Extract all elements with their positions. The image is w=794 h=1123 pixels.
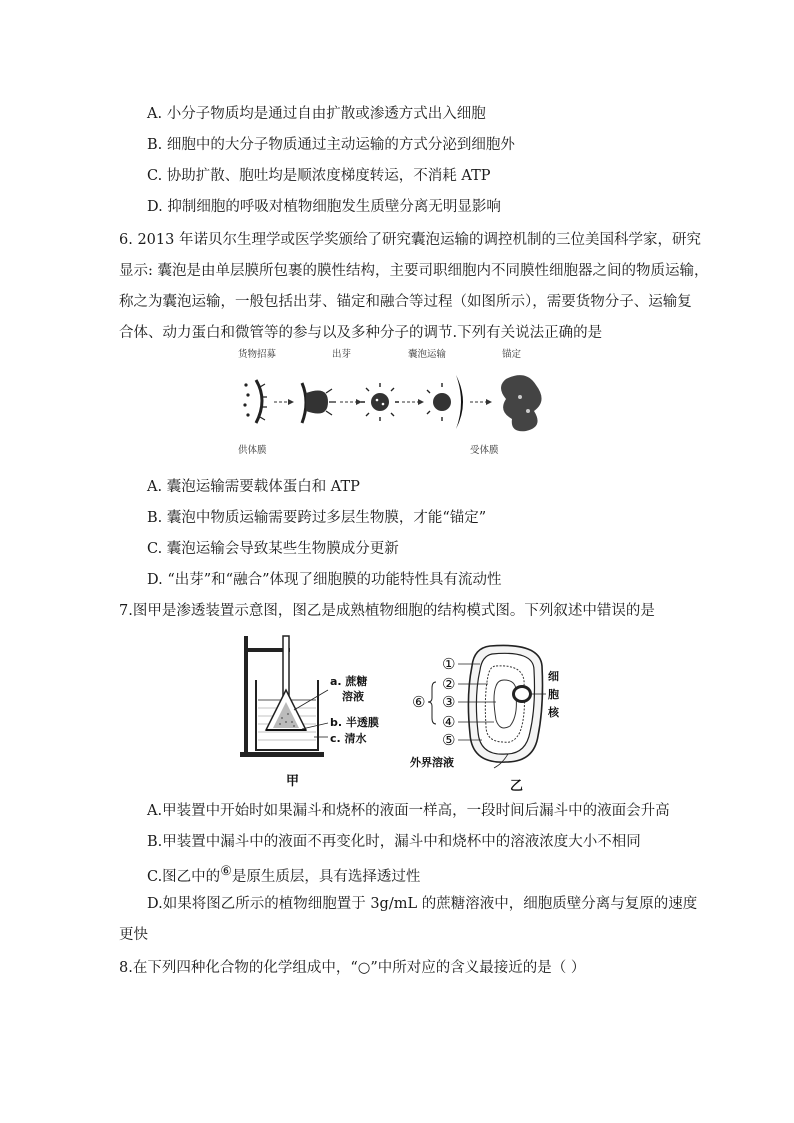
num-5: ⑤	[442, 731, 456, 749]
stage-vesicle	[361, 383, 399, 421]
q7-option-c-prefix: C.图乙中的	[147, 868, 221, 885]
label-solution: 溶液	[342, 690, 364, 703]
num-4: ④	[442, 713, 456, 731]
label-b-membrane: b. 半透膜	[330, 716, 379, 729]
q5-option-a: A. 小分子物质均是通过自由扩散或渗透方式出入细胞	[147, 106, 486, 122]
label-outer-solution: 外界溶液	[410, 756, 454, 769]
q6-option-d: D. “出芽”和“融合”体现了细胞膜的功能特性具有流动性	[147, 572, 502, 588]
label-nucleus-3: 核	[548, 706, 559, 719]
q6-option-b: B. 囊泡中物质运输需要跨过多层生物膜，才能“锚定”	[147, 510, 487, 526]
q5-option-b: B. 细胞中的大分子物质通过主动运输的方式分泌到细胞外	[147, 137, 515, 153]
label-a-sucrose: a. 蔗糖	[330, 675, 368, 688]
label-donor-membrane: 供体膜	[238, 445, 267, 456]
osmosis-apparatus-figure	[236, 630, 416, 790]
label-c-water: c. 清水	[330, 732, 367, 745]
q7-option-c-suffix: 是原生质层，具有选择透过性	[231, 868, 421, 885]
label-nucleus-1: 细	[548, 670, 559, 683]
stage-fusion	[501, 375, 542, 431]
q6-stem-line-3: 称之为囊泡运输，一般包括出芽、锚定和融合等过程（如图所示），需要货物分子、运输复	[119, 294, 692, 310]
stage-budding	[302, 383, 336, 423]
q5-option-d: D. 抑制细胞的呼吸对植物细胞发生质壁分离无明显影响	[147, 199, 501, 215]
num-3: ③	[442, 693, 456, 711]
label-acceptor-membrane: 受体膜	[470, 445, 499, 456]
label-vesicle-transport: 囊泡运输	[408, 349, 447, 360]
q7-option-c	[147, 862, 420, 887]
num-6: ⑥	[412, 693, 426, 711]
q7-option-d-line-1: D.如果将图乙所示的植物细胞置于 3g/mL 的蔗糖溶液中，细胞质壁分离与复原的速度	[147, 896, 698, 912]
q6-stem-line-1: 6. 2013 年诺贝尔生理学或医学奖颁给了研究囊泡运输的调控机制的三位美国科学家，研究	[119, 232, 701, 248]
q7-option-a: A.甲装置中开始时如果漏斗和烧杯的液面一样高，一段时间后漏斗中的液面会升高	[147, 803, 670, 819]
label-nucleus-2: 胞	[548, 688, 559, 701]
stage-cargo-recruitment	[243, 380, 267, 423]
num-2: ②	[442, 675, 456, 693]
q6-stem-line-4: 合体、动力蛋白和微管等的参与以及多种分子的调节.下列有关说法正确的是	[119, 325, 603, 341]
q6-option-c: C. 囊泡运输会导致某些生物膜成分更新	[147, 541, 399, 557]
num-1: ①	[442, 655, 456, 673]
stage-docking	[427, 375, 463, 429]
vesicle-transport-figure	[230, 345, 560, 460]
q7-option-c-mark: ⑥	[220, 864, 232, 879]
q5-option-c: C. 协助扩散、胞吐均是顺浓度梯度转运，不消耗 ATP	[147, 168, 491, 184]
plant-cell-figure	[410, 636, 590, 794]
q8-stem: 8.在下列四种化合物的化学组成中，“○”中所对应的含义最接近的是（ ）	[119, 960, 586, 976]
caption-jia: 甲	[286, 774, 300, 789]
q7-stem: 7.图甲是渗透装置示意图，图乙是成熟植物细胞的结构模式图。下列叙述中错误的是	[119, 603, 655, 619]
label-cargo-recruitment: 货物招募	[238, 349, 277, 360]
label-budding: 出芽	[332, 349, 352, 360]
q6-stem-line-2: 显示: 囊泡是由单层膜所包裹的膜性结构，主要司职细胞内不同膜性细胞器之间的物质运输，	[119, 263, 709, 279]
label-anchoring: 锚定	[502, 349, 522, 360]
caption-yi: 乙	[510, 779, 524, 794]
q7-option-d-line-2: 更快	[119, 927, 148, 943]
q7-option-b: B.甲装置中漏斗中的液面不再变化时，漏斗中和烧杯中的溶液浓度大小不相同	[147, 834, 641, 850]
q6-option-a: A. 囊泡运输需要载体蛋白和 ATP	[147, 479, 360, 495]
